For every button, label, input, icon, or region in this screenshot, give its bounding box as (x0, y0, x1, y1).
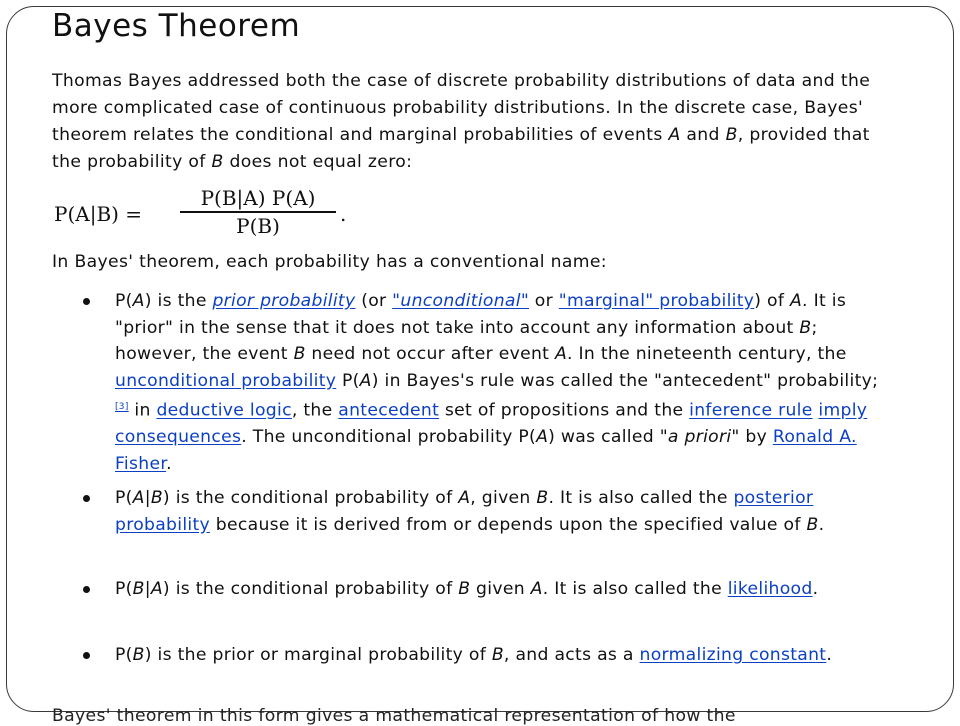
text: . It is also called the (542, 579, 728, 599)
var-a-given-b: A|B (132, 488, 163, 508)
formula-fraction (178, 186, 338, 238)
formula-lhs: P(A|B) = (54, 202, 143, 226)
var-a: A (668, 125, 681, 145)
formula-period: . (340, 202, 347, 226)
var-a: A (554, 344, 568, 364)
text: . The unconditional probability P( (241, 427, 537, 448)
text: P( (115, 291, 133, 311)
link-posterior-probability[interactable]: posterior probability (115, 488, 814, 535)
names-intro: In Bayes' theorem, each probability has a conventional name: (52, 252, 607, 272)
list-item (115, 576, 885, 603)
link-prior-probability[interactable] (212, 291, 355, 311)
text: . (826, 645, 833, 665)
list-item (115, 485, 885, 538)
text: " by (731, 427, 773, 448)
list-item (115, 288, 885, 477)
link-deductive-logic[interactable]: deductive logic (156, 400, 292, 421)
link-likelihood[interactable]: likelihood (727, 579, 813, 599)
var-b: B (211, 152, 224, 172)
text: or (529, 291, 559, 311)
text: P( (115, 488, 133, 508)
list-item (115, 642, 885, 669)
var-a: A (789, 291, 803, 311)
var-b: B (293, 344, 306, 364)
link-unconditional-probability[interactable]: unconditional probability (115, 370, 337, 391)
var-b: B (725, 125, 738, 145)
var-b: B (806, 514, 819, 535)
text: . (812, 579, 819, 599)
text: need not occur after event (305, 344, 555, 364)
var-a: A (458, 488, 471, 508)
text: (or (355, 291, 393, 311)
var-b: B (458, 579, 471, 599)
text: , the (291, 400, 339, 421)
paragraph-text: does not equal zero: (223, 152, 413, 172)
text: ) of (754, 291, 790, 311)
text: . In the nineteenth century, the (567, 344, 847, 364)
intro-paragraph (52, 68, 892, 176)
link-imply[interactable]: imply (818, 400, 868, 421)
text: set of propositions and the (439, 400, 690, 421)
var-a: A (132, 291, 145, 311)
text: P( (115, 579, 133, 599)
text: in (128, 400, 157, 421)
text: ) is the (144, 291, 213, 311)
cutoff-line: Bayes' theorem in this form gives a mathematical representation of how the (52, 706, 736, 726)
link-antecedent[interactable]: antecedent (338, 400, 440, 421)
var-a: A (530, 579, 543, 599)
var-b: B (132, 645, 145, 665)
paragraph-text: Thomas Bayes addressed both the case of discrete probability distributions of data and the more complicated case of continuous probability distributions. In the discrete case, Bayes' theorem relates the conditional and marginal probabilities of events (52, 71, 871, 145)
link-marginal-probability[interactable]: "marginal" probability (558, 291, 755, 311)
text: ) is the conditional probability of (162, 488, 459, 508)
bullet-icon (83, 298, 90, 305)
link-unconditional[interactable] (392, 291, 529, 311)
paragraph-text: and (680, 125, 726, 145)
reference-link[interactable]: [3] (115, 402, 129, 412)
bullet-icon (83, 652, 90, 659)
text: P( (336, 370, 360, 391)
var-b: B (799, 317, 812, 338)
link-consequences[interactable]: consequences (115, 427, 242, 448)
bullet-icon (83, 495, 90, 502)
paragraph-text: , provided that the probability of (52, 125, 870, 172)
text: , and acts as a (503, 645, 640, 665)
link-text: "unconditional" (392, 291, 530, 311)
var-b: B (536, 488, 549, 508)
link-text: prior probability (212, 291, 356, 311)
bullet-icon (83, 586, 90, 593)
text: ) was called " (548, 427, 668, 448)
text: . (818, 514, 825, 535)
text: . It is "prior" in the sense that it does not take into account any information about (115, 291, 847, 338)
text: . (166, 453, 172, 474)
text: ; however, the event (115, 317, 818, 364)
formula-denominator: P(B) (236, 213, 280, 238)
var-b-given-a: B|A (132, 579, 163, 599)
link-ronald-fisher[interactable]: Ronald A. Fisher (115, 427, 857, 474)
link-inference-rule[interactable]: inference rule (689, 400, 813, 421)
var-a: A (536, 427, 549, 448)
slide-title: Bayes Theorem (52, 8, 301, 44)
var-b: B (491, 645, 504, 665)
text: ) is the conditional probability of (162, 579, 459, 599)
formula-numerator: P(B|A) P(A) (200, 186, 316, 210)
text: . It is also called the (548, 488, 734, 508)
text: because it is derived from or depends upon the specified value of (210, 514, 807, 535)
text: P( (115, 645, 133, 665)
text: given (470, 579, 531, 599)
a-priori-text: a priori (667, 427, 732, 448)
text: ) is the prior or marginal probability of (144, 645, 492, 665)
text: , given (470, 488, 537, 508)
link-normalizing-constant[interactable]: normalizing constant (639, 645, 827, 665)
var-a: A (359, 370, 372, 391)
text: ) in Bayes's rule was called the "antecedent" probability; (371, 370, 879, 391)
